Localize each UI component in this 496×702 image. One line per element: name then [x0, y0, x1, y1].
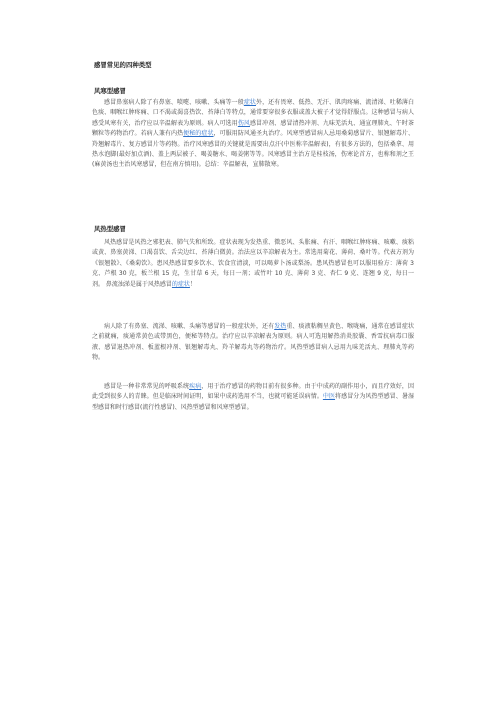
inline-link[interactable]: 发热 — [274, 323, 287, 330]
text-run: 感冒鼻塞病人除了有鼻塞、喷嚏、咳嗽、头痛等一般 — [104, 99, 244, 106]
inline-link[interactable]: 伤风 — [237, 119, 250, 127]
inline-link[interactable]: 便秘的症状 — [183, 130, 214, 138]
document-title: 感冒常见的四种类型 — [94, 61, 152, 69]
paragraph — [92, 382, 414, 413]
text-run: 感冒是一种非常常见的呼吸系统 — [104, 383, 190, 390]
inline-link[interactable]: 的症状 — [171, 280, 190, 288]
text-run: ，可服用防风通圣丸治疗。风寒型感冒病人忌用桑菊感冒片、银翘解毒片、羚翘解毒片、复方感冒片等药物。治疗风寒感冒的关键就是需要出点汗(中医称辛温解表)，有很多方法的，包括桑拿、用热水泡脚(最好加点酒)、盖上两层被子、喝姜糖水、喝姜粥等等。风寒感冒主治方是桂枝汤，伤寒论首方，也称和剂之王(麻黄汤也主治风寒感冒，但在南方慎用)。总结：辛温解表，宣肺散寒。 — [92, 130, 414, 169]
inline-link[interactable]: 中医 — [322, 393, 336, 401]
text-run: 将感冒分为风热型感冒、暑湿型感冒和时行感冒(流行性感冒)、风热型感冒和风寒型感冒。 — [92, 393, 414, 411]
inline-link[interactable]: 症状 — [243, 99, 256, 106]
text-run: ！ — [189, 280, 196, 288]
paragraph — [92, 238, 414, 290]
text-run: 病人除了有鼻塞、流涕、咳嗽、头痛等感冒的一般症状外，还有 — [104, 323, 275, 330]
paragraph — [92, 322, 414, 364]
text-run: 重、痰液粘稠呈黄色、喉咙痛，通常在感冒症状之前就痛，痰通常黄色或带黑色，便秘等特点。治疗应以辛凉解表为原则。病人可选用解热消炎胶囊、香雪抗病毒口服液、感冒退热冲剂、板蓝根冲剂、银翘解毒丸、羚羊解毒丸等药物治疗。风热型感冒病人忌用九味羌活丸、理肺丸等药物。 — [92, 323, 414, 362]
section-heading-wind-heat: 风热型感冒 — [94, 225, 126, 233]
text-run: ，用于治疗感冒的药物目前有很多种。由于中成药的副作用小，而且疗效好，因此受到很多人的青睐。但是临床时间证明，如果中成药选用不当，也就可能延误病情。 — [92, 383, 414, 401]
text-run: 感冒冲剂、感冒清热冲剂、九味羌活丸、通宣理肺丸、午时茶颗粒等药物治疗。若病人兼有内热 — [92, 119, 414, 138]
section-heading-wind-cold: 风寒型感冒 — [94, 87, 126, 95]
text-run: 外，还有畏寒、低热、无汗、肌肉疼痛、流清涕、吐稀薄白色痰、咽喉红肿疼痛、口不渴或渴喜热饮、苔薄白等特点，通常要穿很多衣服或盖大被子才觉得舒服点。这种感冒与病人感受风寒有关，治疗应以辛温解表为原则。病人可选用 — [92, 99, 414, 127]
inline-link[interactable]: 疾病 — [189, 383, 202, 390]
text-run: 风热感冒是风热之邪犯表、肺气失和所致。症状表现为发热重、微恶风、头胀痛、有汗、咽喉红肿疼痛、咳嗽、痰粘或黄、鼻塞黄涕、口渴喜饮、舌尖边红、苔薄白微黄。治法应以辛凉解表为主。常选用菊花、薄荷、桑叶等。代表方剂为《银翘散》、《桑菊饮》。患风热感冒要多饮水、饮食宜清淡，可以喝萝卜汤或梨汤。患风热感冒也可以服用验方：薄荷 3 克、芦根 30 克，板兰根 15 克，生甘草 6 天，每日一剂；或竹叶 10 克、薄荷 3 克、杏仁 9 克、连翘 9 克，每日一剂。 鼻流浊涕是属于风热感冒 — [92, 239, 414, 288]
paragraph — [92, 98, 414, 171]
